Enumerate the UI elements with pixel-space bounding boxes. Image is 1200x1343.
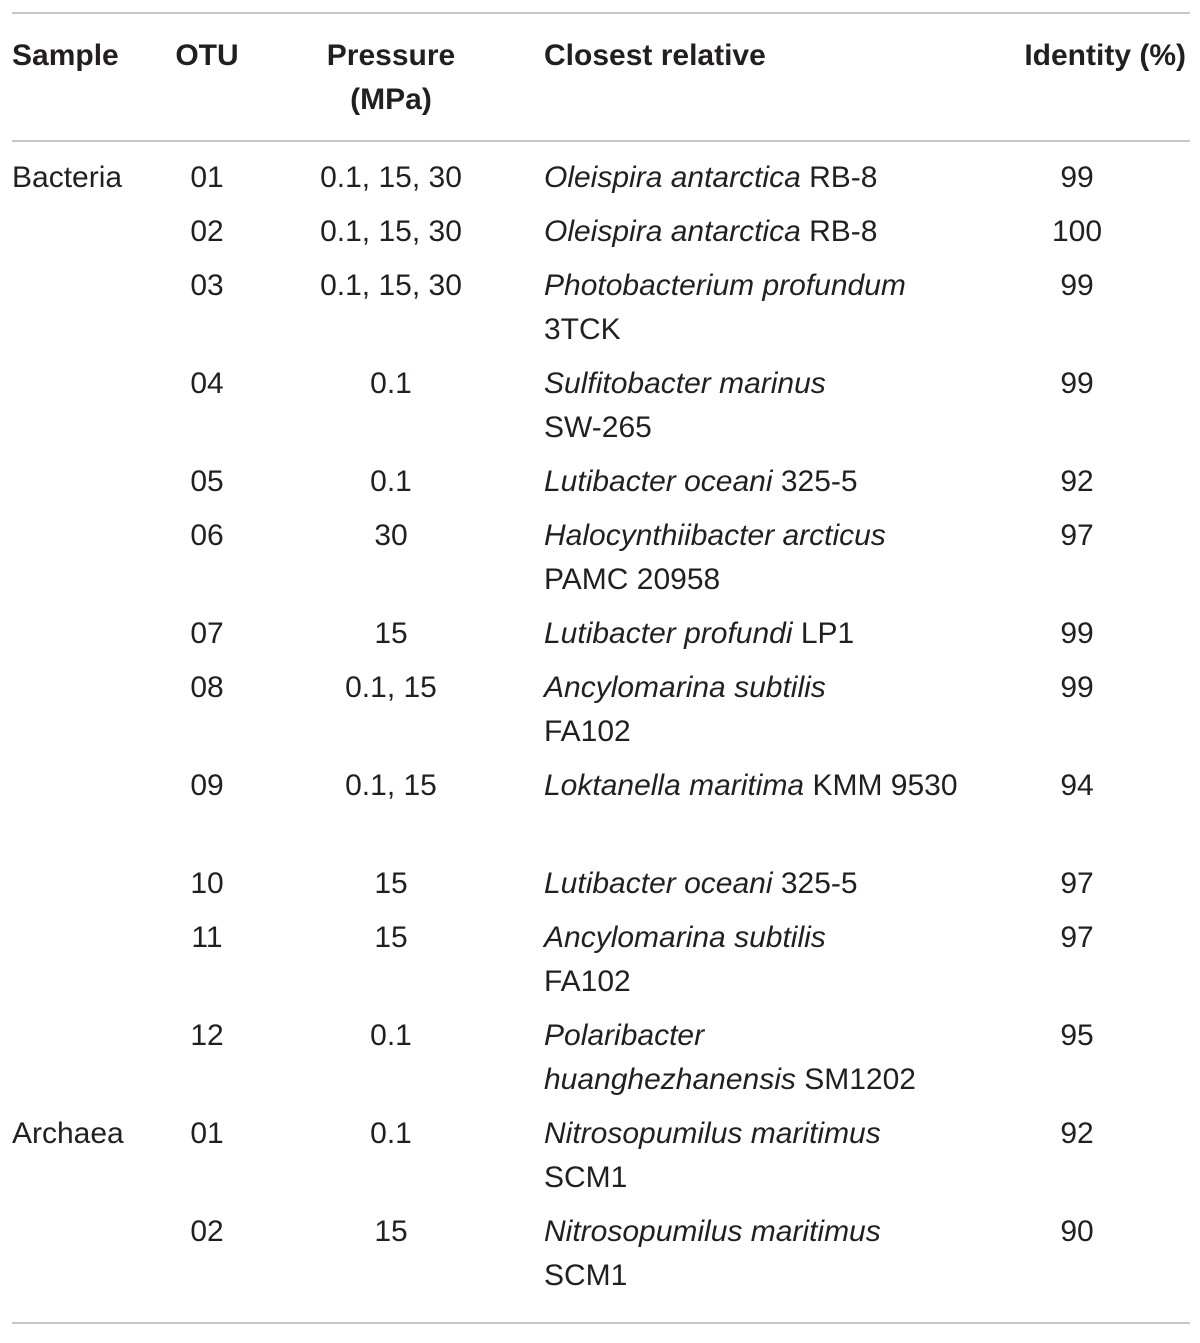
- species-name: Lutibacter oceani: [544, 465, 773, 498]
- species-name: Polaribacter huanghezhanensis: [544, 1019, 796, 1096]
- cell-otu: 09: [190, 769, 224, 802]
- header-closest-relative: Closest relative: [520, 13, 964, 141]
- cell-identity: 94: [1060, 769, 1094, 802]
- cell-pressure: 0.1: [370, 465, 412, 498]
- species-name: Loktanella maritima: [544, 769, 805, 802]
- table-row: [12, 862, 1190, 916]
- table-row: [12, 612, 1190, 666]
- cell-closest-relative: [520, 210, 964, 264]
- cell-sample: [12, 460, 152, 514]
- species-name: Halocynthiibacter arcticus: [544, 519, 886, 552]
- cell-sample: [12, 916, 152, 1014]
- cell-sample: [12, 210, 152, 264]
- cell-identity: 97: [1060, 867, 1094, 900]
- cell-otu: 10: [190, 867, 224, 900]
- cell-identity: 99: [1060, 367, 1094, 400]
- table-row: [12, 916, 1190, 1014]
- cell-closest-relative: [520, 916, 964, 1014]
- cell-sample: [12, 666, 152, 764]
- table-row: [12, 1014, 1190, 1112]
- cell-closest-relative: [520, 514, 964, 612]
- strain-name: SCM1: [544, 1259, 628, 1292]
- strain-name: 3TCK: [544, 313, 621, 346]
- cell-pressure: 0.1: [370, 1117, 412, 1150]
- cell-identity: 97: [1060, 921, 1094, 954]
- cell-pressure: 0.1, 15: [345, 671, 437, 704]
- cell-otu: 08: [190, 671, 224, 704]
- cell-identity: 99: [1060, 617, 1094, 650]
- header-row: [12, 13, 1190, 141]
- strain-name: SW-265: [544, 411, 652, 444]
- species-name: Lutibacter profundi: [544, 617, 793, 650]
- cell-sample: [12, 514, 152, 612]
- table-row: [12, 764, 1190, 862]
- cell-identity: 92: [1060, 1117, 1094, 1150]
- species-name: Photobacterium profundum: [544, 269, 906, 302]
- cell-otu: 01: [190, 161, 224, 194]
- header-identity: Identity (%): [964, 13, 1190, 141]
- species-name: Ancylomarina subtilis: [544, 921, 826, 954]
- strain-name: RB-8: [800, 161, 878, 194]
- cell-otu: 05: [190, 465, 224, 498]
- strain-name: 325-5: [772, 867, 858, 900]
- cell-sample: [12, 1210, 152, 1323]
- species-name: Nitrosopumilus maritimus: [544, 1117, 881, 1150]
- header-otu: OTU: [152, 13, 262, 141]
- table-body: [12, 141, 1190, 1323]
- cell-closest-relative: [520, 1014, 964, 1112]
- table-row: [12, 210, 1190, 264]
- cell-otu: 11: [191, 921, 223, 954]
- cell-pressure: 0.1: [370, 1019, 412, 1052]
- cell-otu: 12: [190, 1019, 224, 1052]
- table-row: [12, 1112, 1190, 1210]
- cell-otu: 07: [190, 617, 224, 650]
- cell-otu: 02: [152, 1210, 262, 1323]
- table-row: [12, 666, 1190, 764]
- header-pressure-line2: (MPa): [350, 83, 432, 116]
- species-name: Ancylomarina subtilis: [544, 671, 826, 704]
- strain-name: RB-8: [800, 215, 878, 248]
- cell-identity: 99: [1060, 161, 1094, 194]
- strain-name: 325-5: [772, 465, 858, 498]
- cell-closest-relative: [520, 264, 964, 362]
- otu-table: [12, 12, 1190, 1324]
- cell-closest-relative: [520, 862, 964, 916]
- cell-identity: 92: [1060, 465, 1094, 498]
- cell-otu: 03: [190, 269, 224, 302]
- cell-identity: 95: [1060, 1019, 1094, 1052]
- strain-name: KMM 9530: [804, 769, 958, 802]
- cell-closest-relative: [520, 1210, 964, 1323]
- strain-name: LP1: [792, 617, 855, 650]
- cell-closest-relative: [520, 460, 964, 514]
- cell-pressure: 0.1: [370, 367, 412, 400]
- cell-pressure: 15: [374, 921, 408, 954]
- cell-closest-relative: [520, 764, 964, 862]
- header-pressure: [262, 13, 520, 141]
- strain-name: SCM1: [544, 1161, 628, 1194]
- species-name: Oleispira antarctica: [544, 161, 801, 194]
- cell-identity: 99: [1060, 269, 1094, 302]
- strain-name: FA102: [544, 965, 631, 998]
- strain-name: FA102: [544, 715, 631, 748]
- cell-sample: Archaea: [12, 1117, 124, 1150]
- species-name: Oleispira antarctica: [544, 215, 801, 248]
- table-row: [12, 141, 1190, 210]
- cell-closest-relative: [520, 612, 964, 666]
- cell-pressure: 0.1, 15, 30: [320, 215, 462, 248]
- cell-otu: 02: [190, 215, 224, 248]
- cell-sample: [12, 1014, 152, 1112]
- cell-closest-relative: [520, 666, 964, 764]
- cell-pressure: 0.1, 15, 30: [320, 269, 462, 302]
- cell-otu: 06: [190, 519, 224, 552]
- header-sample: Sample: [12, 13, 152, 141]
- cell-pressure: 15: [262, 1210, 520, 1323]
- cell-closest-relative: [520, 362, 964, 460]
- cell-sample: [12, 764, 152, 862]
- otu-table-container: [12, 12, 1188, 1324]
- table-row: [12, 1210, 1190, 1323]
- header-pressure-line1: Pressure: [326, 39, 456, 72]
- cell-identity: 100: [1051, 215, 1103, 248]
- strain-name: PAMC 20958: [544, 563, 721, 596]
- cell-identity: 90: [964, 1210, 1190, 1323]
- cell-pressure: 30: [374, 519, 408, 552]
- cell-pressure: 15: [374, 867, 408, 900]
- cell-otu: 04: [190, 367, 224, 400]
- cell-pressure: 0.1, 15: [345, 769, 437, 802]
- table-header: [12, 13, 1190, 141]
- cell-closest-relative: [520, 1112, 964, 1210]
- cell-sample: [12, 612, 152, 666]
- table-row: [12, 460, 1190, 514]
- species-name: Lutibacter oceani: [544, 867, 773, 900]
- table-row: [12, 362, 1190, 460]
- cell-identity: 97: [1060, 519, 1094, 552]
- cell-sample: [12, 862, 152, 916]
- cell-otu: 01: [190, 1117, 224, 1150]
- species-name: Nitrosopumilus maritimus: [544, 1215, 881, 1248]
- cell-sample: [12, 362, 152, 460]
- cell-pressure: 0.1, 15, 30: [320, 161, 462, 194]
- species-name: Sulfitobacter marinus: [544, 367, 826, 400]
- cell-sample: Bacteria: [12, 161, 123, 194]
- table-row: [12, 264, 1190, 362]
- strain-name: SM1202: [795, 1063, 916, 1096]
- cell-closest-relative: [520, 141, 964, 210]
- cell-sample: [12, 264, 152, 362]
- cell-pressure: 15: [374, 617, 408, 650]
- table-row: [12, 514, 1190, 612]
- cell-identity: 99: [1060, 671, 1094, 704]
